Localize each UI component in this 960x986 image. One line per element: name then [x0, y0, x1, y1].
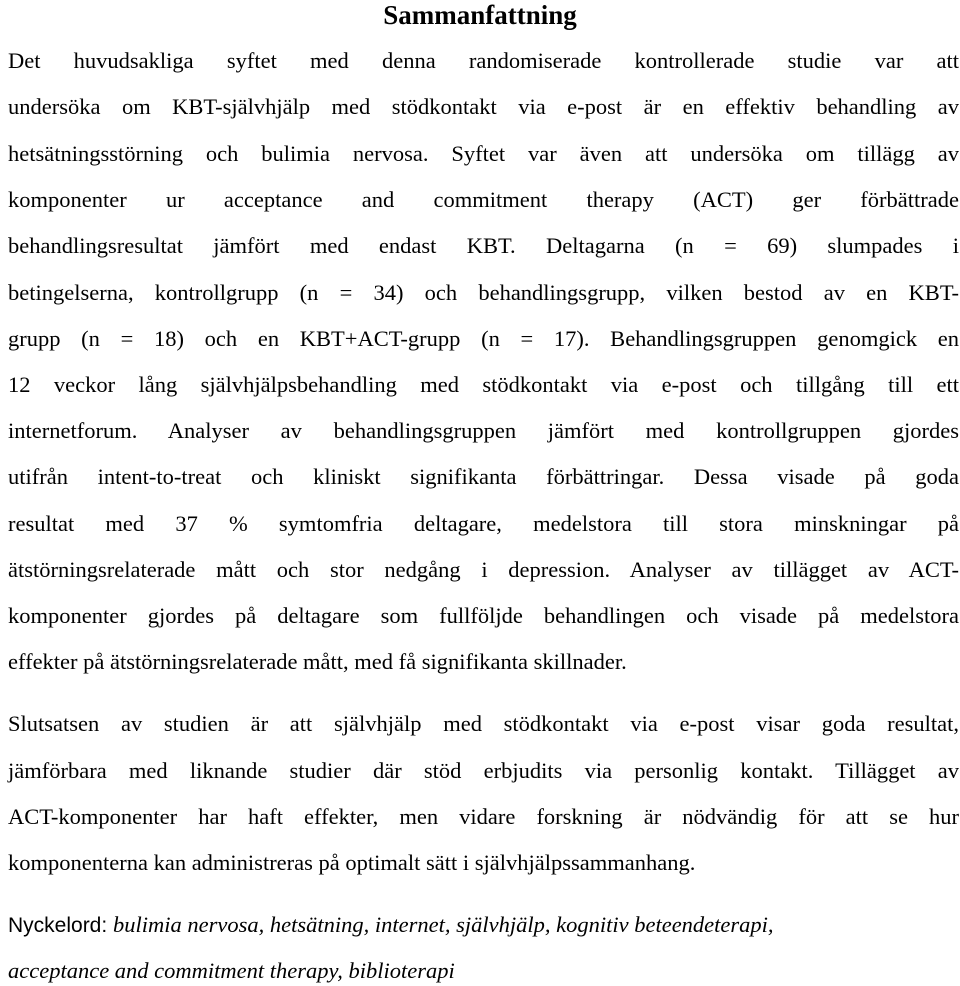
keywords-label: Nyckelord:	[8, 914, 114, 937]
paragraph-line: resultat med 37 % symtomfria deltagare, medelstora till stora minskningar på	[8, 511, 959, 536]
paragraph-line: jämförbara med liknande studier där stöd erbjudits via personlig kontakt. Tillägget av	[8, 758, 959, 783]
paragraph-line: komponenter gjordes på deltagare som fullföljde behandlingen och visade på medelstora	[8, 603, 959, 628]
paragraph-line: effekter på ätstörningsrelaterade mått, med få signifikanta skillnader.	[8, 649, 627, 674]
paragraph-line: komponenter ur acceptance and commitment therapy (ACT) ger förbättrade	[8, 187, 959, 212]
keywords-line-1	[8, 910, 959, 940]
keywords-list-continued: acceptance and commitment therapy, biblioterapi	[8, 958, 455, 983]
keywords-list: bulimia nervosa, hetsätning, internet, självhjälp, kognitiv beteendeterapi,	[113, 912, 774, 937]
paragraph-line: betingelserna, kontrollgrupp (n = 34) och behandlingsgrupp, vilken bestod av en KBT-	[8, 280, 959, 305]
paragraph-line: grupp (n = 18) och en KBT+ACT-grupp (n = 17). Behandlingsgruppen genomgick en	[8, 326, 959, 351]
keywords-line-2	[8, 956, 959, 986]
page-title: Sammanfattning	[383, 0, 577, 30]
paragraph-line: hetsätningsstörning och bulimia nervosa. Syftet var även att undersöka om tillägg av	[8, 141, 959, 166]
paragraph-line: behandlingsresultat jämfört med endast KBT. Deltagarna (n = 69) slumpades i	[8, 233, 959, 258]
paragraph-line: undersöka om KBT-självhjälp med stödkontakt via e-post är en effektiv behandling av	[8, 94, 959, 119]
paragraph-line: Det huvudsakliga syftet med denna randomiserade kontrollerade studie var att	[8, 48, 959, 73]
paragraph-line: komponenterna kan administreras på optimalt sätt i självhjälpssammanhang.	[8, 850, 696, 875]
paragraph-line: 12 veckor lång självhjälpsbehandling med stödkontakt via e-post och tillgång till ett	[8, 372, 959, 397]
paragraph-line: ACT-komponenter har haft effekter, men vidare forskning är nödvändig för att se hur	[8, 804, 959, 829]
paragraph-line: utifrån intent-to-treat och kliniskt signifikanta förbättringar. Dessa visade på goda	[8, 464, 959, 489]
paragraph-line: Slutsatsen av studien är att självhjälp med stödkontakt via e-post visar goda resultat,	[8, 711, 959, 736]
paragraph-line: ätstörningsrelaterade mått och stor nedgång i depression. Analyser av tillägget av ACT-	[8, 557, 959, 582]
paragraph-line: internetforum. Analyser av behandlingsgruppen jämfört med kontrollgruppen gjordes	[8, 418, 959, 443]
